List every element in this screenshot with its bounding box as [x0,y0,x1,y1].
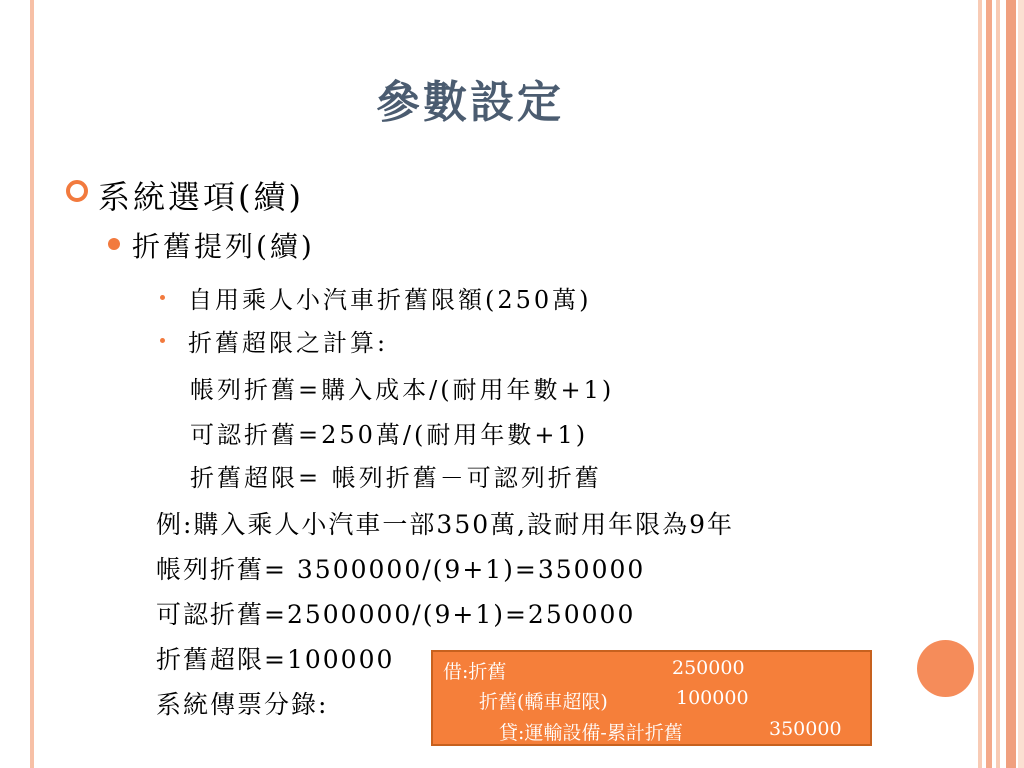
level3-bullet-text: 折舊超限之計算: [188,329,389,357]
right-border-stripe [996,0,1000,768]
formula-line: 可認折舊=250萬/(耐用年數+1) [190,421,589,449]
level1-bullet-text: 系統選項(續) [98,178,304,216]
journal-debit-amount: 100000 [676,687,749,709]
journal-credit-amount: 350000 [769,718,842,740]
dot-bullet-icon [108,238,120,250]
small-bullet-icon [160,338,165,343]
slide-title: 參數設定 [376,77,564,128]
level3-bullet-text: 自用乘人小汽車折舊限額(250萬) [188,286,592,314]
calculation-line: 帳列折舊= 3500000/(9+1)=350000 [156,555,646,584]
calculation-line: 系統傳票分錄: [156,690,329,719]
journal-debit-amount: 250000 [672,657,745,679]
journal-credit-account: 貸:運輸設備-累計折舊 [499,722,683,744]
right-border-stripe [978,0,982,768]
journal-debit-account: 借:折舊 [443,661,507,683]
formula-line: 折舊超限= 帳列折舊－可認列折舊 [190,464,602,492]
example-line: 例:購入乘人小汽車一部350萬,設耐用年限為9年 [156,510,734,539]
formula-line: 帳列折舊=購入成本/(耐用年數+1) [190,376,615,404]
right-border-stripe [1006,0,1016,768]
journal-entry-box [431,650,872,746]
right-border-stripe [1018,0,1024,768]
small-bullet-icon [160,295,165,300]
ring-bullet-icon [66,180,88,202]
calculation-line: 可認折舊=2500000/(9+1)=250000 [156,600,636,629]
calculation-line: 折舊超限=100000 [156,645,395,674]
journal-debit-account: 折舊(轎車超限) [479,691,608,713]
decorative-circle-icon [917,640,974,697]
level2-bullet-text: 折舊提列(續) [132,230,315,263]
right-border-stripe [986,0,992,768]
